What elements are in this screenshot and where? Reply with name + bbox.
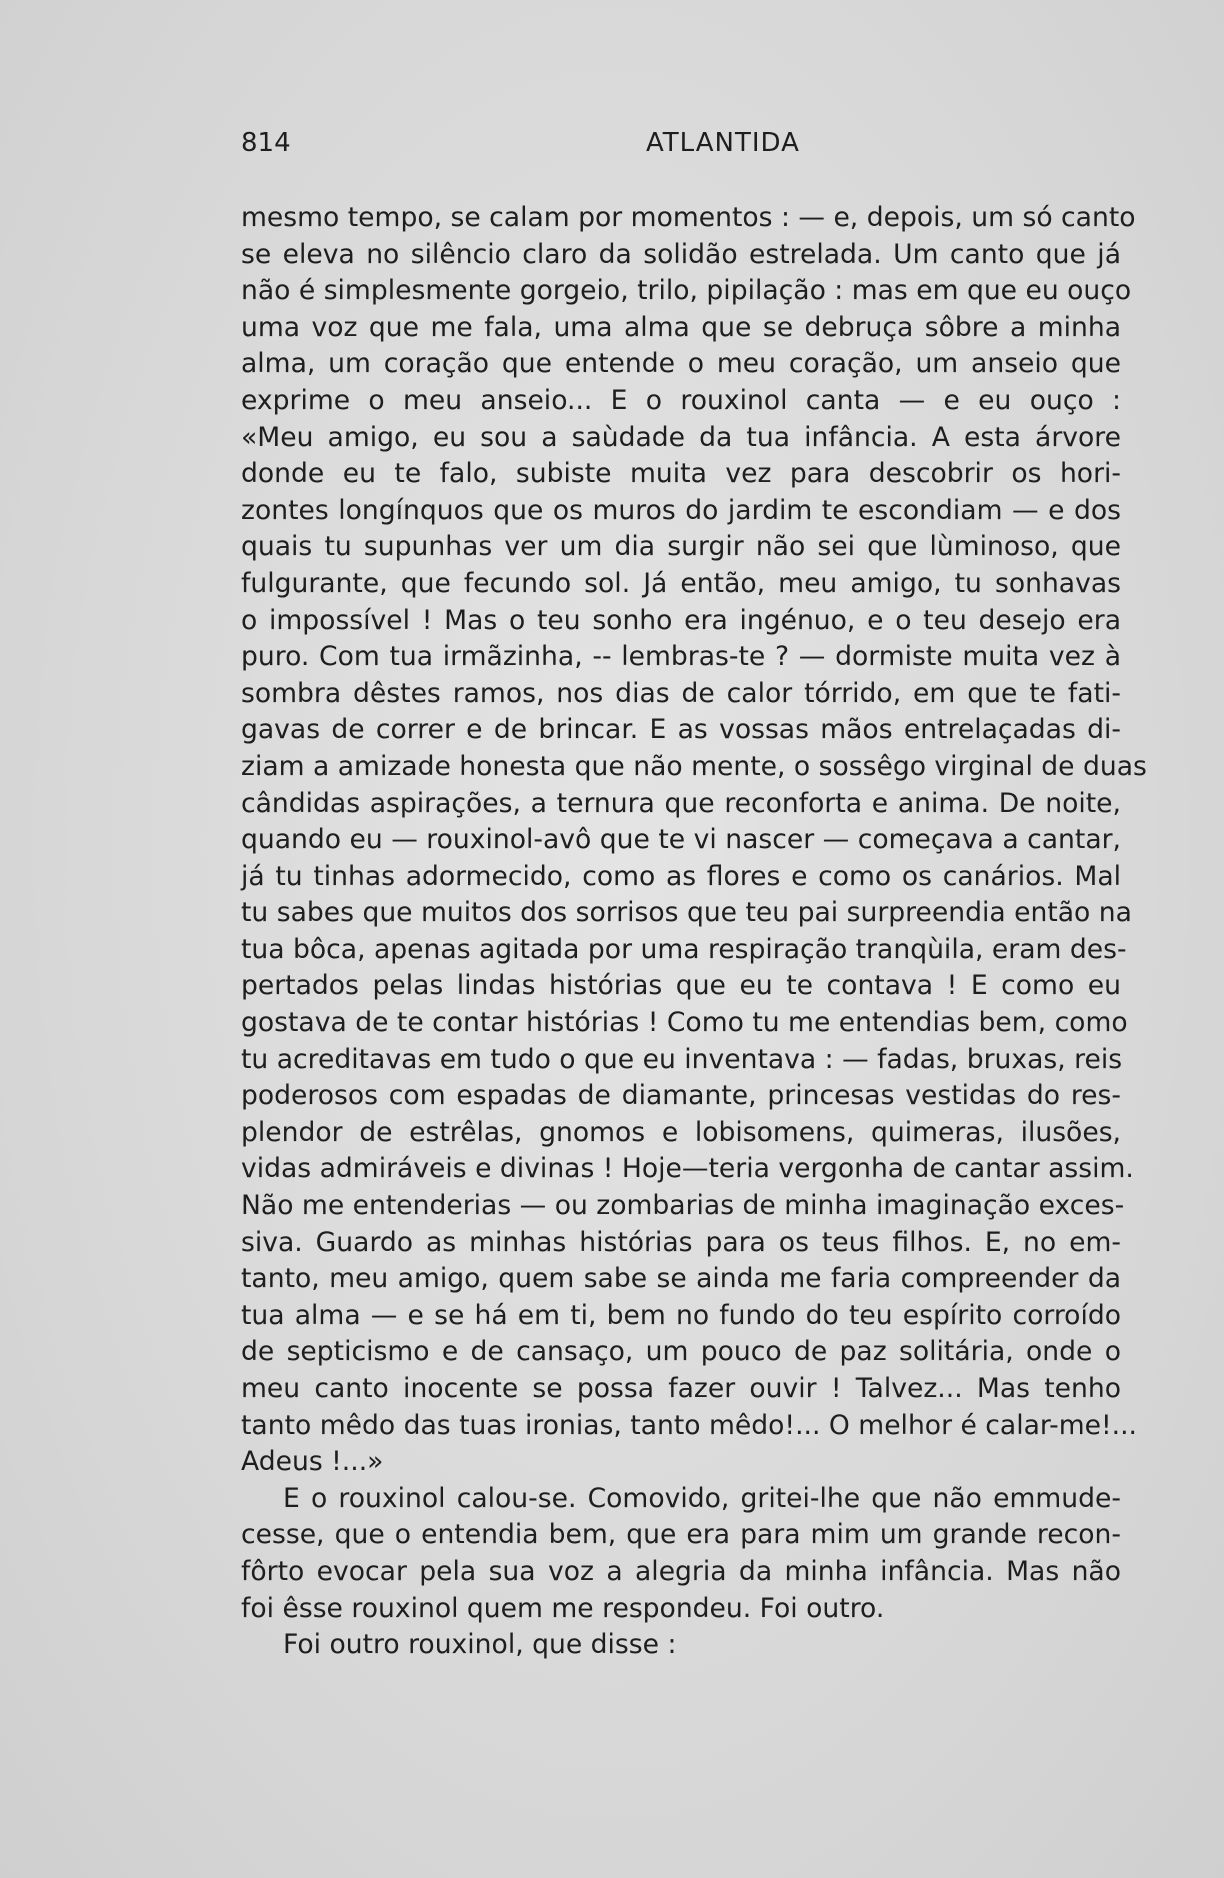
text-line: quando eu — rouxinol-avô que te vi nascer — começava a cantar, <box>241 824 1121 856</box>
text-line: pertados pelas lindas histórias que eu te contava ! E como eu <box>241 970 1121 1002</box>
text-line: mesmo tempo, se calam por momentos : — e, depois, um só canto <box>241 202 1136 233</box>
running-title: ATLANTIDA <box>646 128 800 158</box>
text-line: exprime o meu anseio... E o rouxinol canta — e eu ouço : <box>241 384 1121 416</box>
body-text <box>241 200 1147 1664</box>
text-line: de septicismo e de cansaço, um pouco de paz solitária, onde o <box>241 1336 1121 1368</box>
text-line: não é simplesmente gorgeio, trilo, pipilação : mas em que eu ouço <box>241 275 1132 307</box>
text-line: meu canto inocente se possa fazer ouvir ! Talvez... Mas tenho <box>241 1373 1121 1404</box>
text-line: fôrto evocar pela sua voz a alegria da minha infância. Mas não <box>241 1555 1121 1587</box>
paragraph <box>241 1481 1121 1627</box>
text-line: alma, um coração que entende o meu coração, um anseio que <box>241 348 1121 380</box>
text-line: foi êsse rouxinol quem me respondeu. Foi outro. <box>241 1592 885 1624</box>
text-line: vidas admiráveis e divinas ! Hoje—teria vergonha de cantar assim. <box>241 1153 1134 1185</box>
text-line: ziam a amizade honesta que não mente, o sossêgo virginal de duas <box>241 750 1147 782</box>
text-line: uma voz que me fala, uma alma que se debruça sôbre a minha <box>241 311 1121 343</box>
text-line: tua bôca, apenas agitada por uma respiração tranqùila, eram des- <box>241 933 1127 965</box>
text-line: sombra dêstes ramos, nos dias de calor tórrido, em que te fati- <box>241 677 1121 709</box>
text-line: puro. Com tua irmãzinha, -- lembras-te ? — dormiste muita vez à <box>241 641 1121 673</box>
text-line: Foi outro rouxinol, que disse : <box>283 1629 677 1661</box>
text-line: tanto mêdo das tuas ironias, tanto mêdo!... O melhor é calar-me!... <box>241 1409 1137 1441</box>
text-line: tanto, meu amigo, quem sabe se ainda me faria compreender da <box>241 1263 1121 1295</box>
paragraph <box>241 1627 1121 1664</box>
text-line: gavas de correr e de brincar. E as vossas mãos entrelaçadas di- <box>241 714 1121 746</box>
text-line: fulgurante, que fecundo sol. Já então, meu amigo, tu sonhavas <box>241 567 1121 599</box>
text-line: se eleva no silêncio claro da solidão estrelada. Um canto que já <box>241 238 1121 270</box>
text-line: donde eu te falo, subiste muita vez para descobrir os hori- <box>241 458 1121 490</box>
text-line: tu acreditavas em tudo o que eu inventava : — fadas, bruxas, reis <box>241 1043 1123 1075</box>
text-line: cesse, que o entendia bem, que era para mim um grande recon- <box>241 1519 1121 1551</box>
text-line: o impossível ! Mas o teu sonho era ingénuo, e o teu desejo era <box>241 604 1121 636</box>
text-line: gostava de te contar histórias ! Como tu me entendias bem, como <box>241 1007 1128 1039</box>
text-line: Adeus !...» <box>241 1446 384 1478</box>
text-line: E o rouxinol calou-se. Comovido, gritei-lhe que não emmude- <box>283 1482 1121 1514</box>
page-number: 814 <box>241 128 291 158</box>
paragraph <box>241 200 1147 1481</box>
text-line: tu sabes que muitos dos sorrisos que teu pai surpreendia então na <box>241 897 1132 929</box>
text-line: «Meu amigo, eu sou a saùdade da tua infância. A esta árvore <box>241 421 1121 453</box>
text-line: quais tu supunhas ver um dia surgir não sei que lùminoso, que <box>241 531 1121 563</box>
page-header <box>241 128 1121 164</box>
text-line: poderosos com espadas de diamante, princesas vestidas do res- <box>241 1080 1121 1112</box>
text-line: Não me entenderias — ou zombarias de minha imaginação exces- <box>241 1190 1125 1222</box>
text-line: siva. Guardo as minhas histórias para os teus filhos. E, no em- <box>241 1226 1121 1258</box>
text-line: zontes longínquos que os muros do jardim te escondiam — e dos <box>241 494 1121 526</box>
text-line: plendor de estrêlas, gnomos e lobisomens, quimeras, ilusões, <box>241 1116 1121 1148</box>
text-line: tua alma — e se há em ti, bem no fundo do teu espírito corroído <box>241 1299 1121 1331</box>
text-line: já tu tinhas adormecido, como as flores e como os canários. Mal <box>241 860 1121 892</box>
text-line: cândidas aspirações, a ternura que reconforta e anima. De noite, <box>241 787 1121 819</box>
